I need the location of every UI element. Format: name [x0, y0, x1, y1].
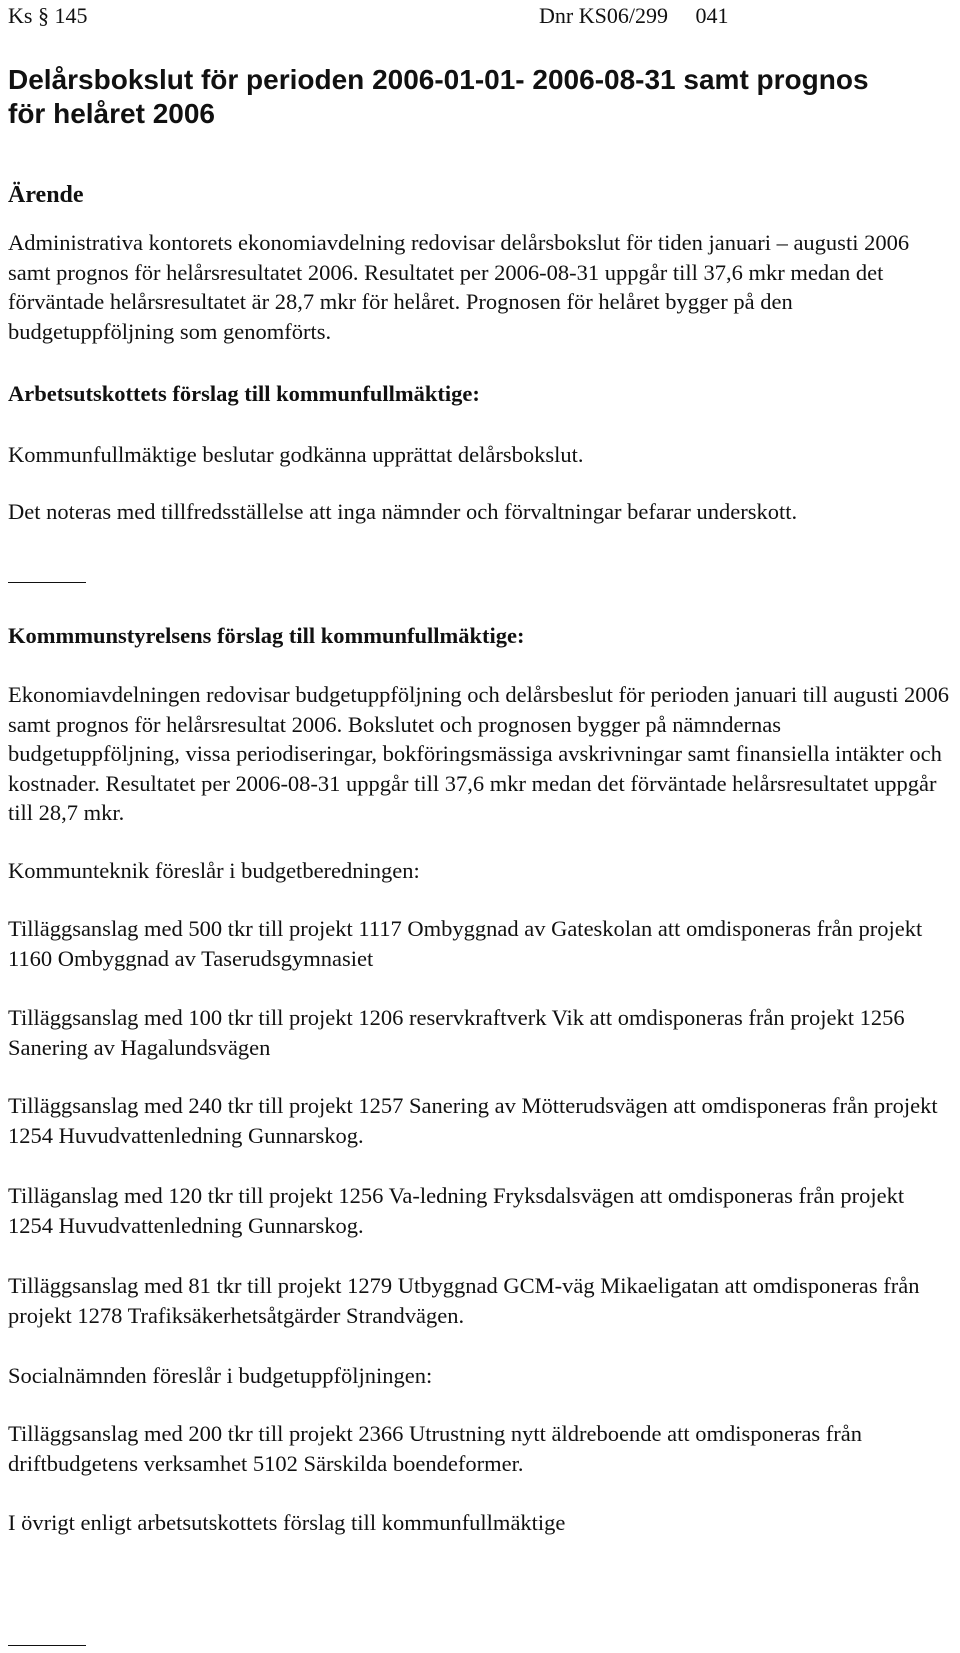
au-forslag-heading: Arbetsutskottets förslag till kommunfullmäktige:	[8, 381, 480, 406]
arende-heading: Ärende	[8, 182, 84, 208]
tillaggsanslag-5: Tilläggsanslag med 81 tkr till projekt 1279 Utbyggnad GCM-väg Mikaeligatan att omdisponeras från projekt 1278 Trafiksäkerhetsåtgärder Strandvägen.	[8, 1273, 920, 1328]
kommunteknik-intro: Kommunteknik föreslår i budgetberedningen:	[8, 858, 420, 883]
au-forslag-p2: Det noteras med tillfredsställelse att inga nämnder och förvaltningar befarar underskott.	[8, 499, 798, 524]
bottom-divider-line	[8, 1645, 86, 1646]
tillaggsanslag-2: Tilläggsanslag med 100 tkr till projekt 1206 reservkraftverk Vik att omdisponeras från projekt 1256 Sanering av Hagalundsvägen	[8, 1005, 905, 1060]
tillaggsanslag-1: Tilläggsanslag med 500 tkr till projekt 1117 Ombyggnad av Gateskolan att omdisponeras från projekt 1160 Ombyggnad av Taserudsgymnasiet	[8, 916, 923, 971]
divider-line	[8, 582, 86, 583]
document-title: Delårsbokslut för perioden 2006-01-01- 2006-08-31 samt prognos för helåret 2006	[8, 64, 869, 129]
ks-forslag-heading: Kommmunstyrelsens förslag till kommunfullmäktige:	[8, 623, 525, 648]
au-forslag-p1: Kommunfullmäktige beslutar godkänna upprättat delårsbokslut.	[8, 442, 584, 467]
ovrigt-text: I övrigt enligt arbetsutskottets förslag till kommunfullmäktige	[8, 1510, 566, 1535]
tillaggsanslag-6: Tilläggsanslag med 200 tkr till projekt 2366 Utrustning nytt äldreboende att omdisponeras från driftbudgetens verksamhet 5102 Särskilda boendeformer.	[8, 1421, 863, 1476]
paragraph-number: Ks § 145	[8, 3, 88, 28]
ks-forslag-p1: Ekonomiavdelningen redovisar budgetuppföljning och delårsbeslut för perioden januari till augusti 2006 samt prognos för helårsresultat 2006. Bokslutet och prognosen bygger på nämndernas budgetuppföljning, vissa periodiseringar, bokföringsmässiga avskrivningar samt finansiella intäkter och kostnader. Resultatet per 2006-08-31 uppgår till 37,6 mkr medan det förväntade helårsresultatet uppgår till 28,7 mkr.	[8, 682, 950, 825]
page-header	[8, 1, 952, 31]
tillaggsanslag-3: Tilläggsanslag med 240 tkr till projekt 1257 Sanering av Mötterudsvägen att omdisponeras från projekt 1254 Huvudvattenledning Gunnarskog.	[8, 1093, 938, 1148]
registration-number: Dnr KS06/299 041	[539, 3, 729, 28]
arende-text: Administrativa kontorets ekonomiavdelning redovisar delårsbokslut för tiden januari – augusti 2006 samt prognos för helårsresultatet 2006. Resultatet per 2006-08-31 uppgår till 37,6 mkr medan det förväntade helårsresultatet är 28,7 mkr för helåret. Prognosen för helåret bygger på den budgetuppföljning som genomförts.	[8, 230, 910, 344]
socialnamnden-intro: Socialnämnden föreslår i budgetuppföljningen:	[8, 1363, 433, 1388]
tillaggsanslag-4: Tilläganslag med 120 tkr till projekt 1256 Va-ledning Fryksdalsvägen att omdisponeras från projekt 1254 Huvudvattenledning Gunnarskog.	[8, 1183, 905, 1238]
